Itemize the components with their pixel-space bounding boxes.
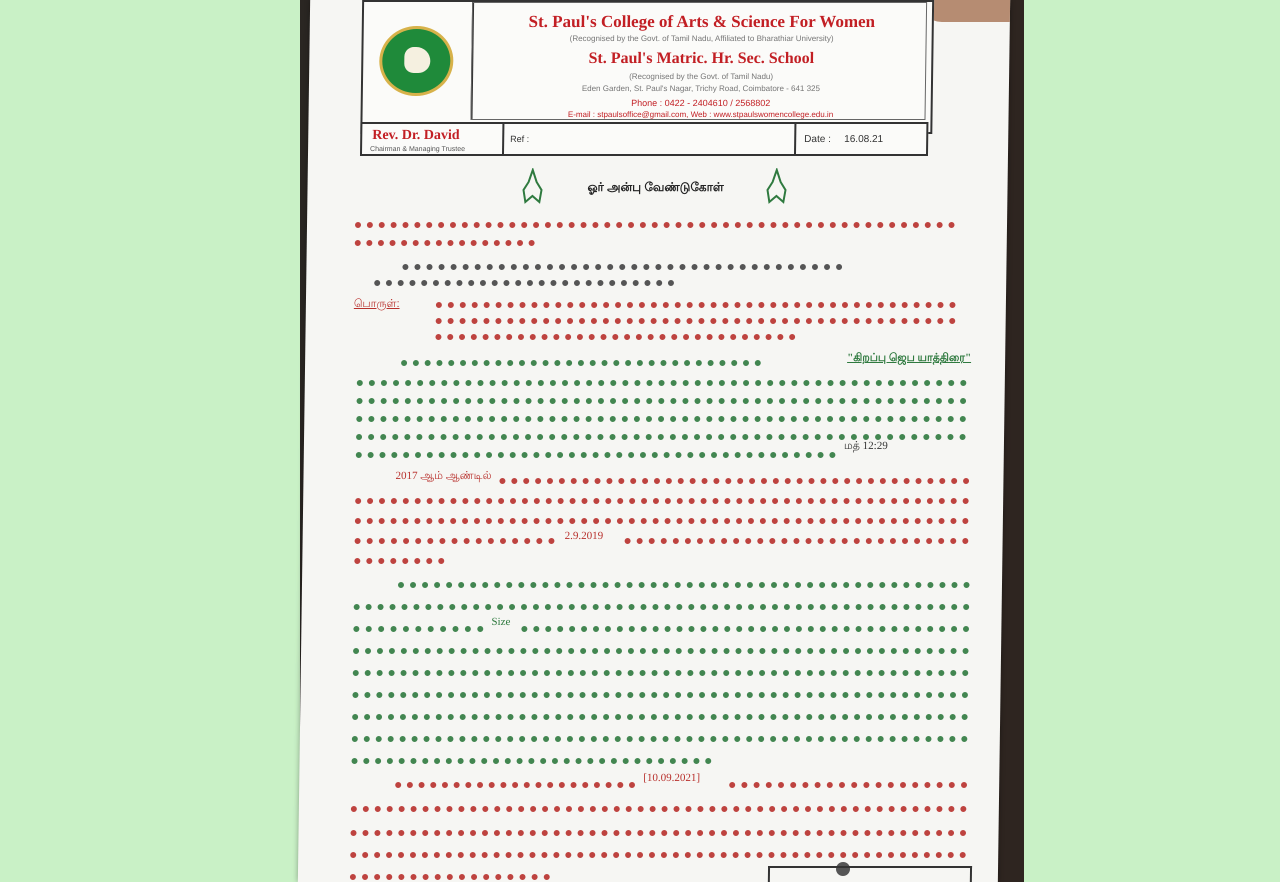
paragraph-3-line <box>351 758 711 764</box>
subject-label: பொருள்: <box>353 298 400 310</box>
reference-row <box>360 122 928 156</box>
paragraph-1-line <box>356 416 966 422</box>
letterhead <box>360 0 934 134</box>
paragraph-4-line <box>395 782 635 788</box>
subject-line <box>436 318 956 324</box>
praying-hands-icon <box>763 168 790 204</box>
address: Eden Garden, St. Paul's Nagar, Trichy Road, Coimbatore - 641 325 <box>581 84 821 93</box>
college-logo-icon <box>379 26 454 96</box>
signatory-name: Rev. Dr. David <box>372 128 460 143</box>
signatory-title: Chairman & Managing Trustee <box>370 146 466 153</box>
phone: Phone : 0422 - 2404610 / 2568802 <box>631 98 771 108</box>
paragraph-4-line <box>351 806 967 812</box>
paragraph-3-line <box>352 736 968 742</box>
college-recognition: (Recognised by the Govt. of Tamil Nadu, Affiliated to Bharathiar University) <box>569 34 834 43</box>
paragraph-4-line <box>350 852 966 858</box>
paragraph-3-line <box>353 670 969 676</box>
paragraph-4-line <box>350 830 966 836</box>
paragraph-1-line <box>356 452 836 458</box>
logo-box <box>362 2 474 120</box>
paragraph-3-line <box>352 692 968 698</box>
paragraph-3-line <box>398 582 970 588</box>
bottom-box <box>768 866 972 882</box>
school-recognition: (Recognised by the Govt. of Tamil Nadu) <box>629 72 774 81</box>
greeting-line <box>402 264 842 270</box>
paragraph-1-line <box>357 380 967 386</box>
paragraph-2-line <box>354 558 444 564</box>
date-2021: [10.09.2021] <box>643 772 701 784</box>
paragraph-3-line <box>353 626 483 632</box>
school-name: St. Paul's Matric. Hr. Sec. School <box>588 50 815 67</box>
size-word: Size <box>491 616 511 628</box>
college-name: St. Paul's College of Arts & Science For Women <box>528 12 876 31</box>
paragraph-2-line <box>355 538 555 544</box>
paragraph-3-line <box>354 604 970 610</box>
email: E-mail : stpaulsoffice@gmail.com, Web : www.stpaulswomencollege.edu.in <box>567 110 834 119</box>
paragraph-2-line <box>499 478 969 484</box>
date-2019: 2.9.2019 <box>564 530 604 542</box>
subject-line <box>435 334 795 340</box>
jebam-phrase: "கிறப்பு ஜெப யாத்திரை" <box>847 352 972 364</box>
letter-heading: ஓர் அன்பு வேண்டுகோள் <box>587 180 724 194</box>
salutation-line <box>355 240 535 246</box>
paragraph-1-line <box>401 360 761 366</box>
letter-paper <box>298 0 1010 882</box>
background-left <box>0 0 300 882</box>
greeting-line <box>374 280 674 286</box>
date-label: Date : <box>804 134 831 145</box>
paragraph-2-line <box>355 518 969 524</box>
praying-hands-icon <box>519 168 546 204</box>
paragraph-2-line <box>625 538 969 544</box>
paragraph-4-line <box>729 782 967 788</box>
date-divider <box>794 124 796 154</box>
paragraph-3-line <box>353 648 969 654</box>
ref-label: Ref : <box>510 134 530 144</box>
date-value: 16.08.21 <box>844 134 884 145</box>
paragraph-1-line <box>357 398 967 404</box>
salutation-line <box>355 222 955 228</box>
ref-divider <box>502 124 504 154</box>
year-2017: 2017 ஆம் ஆண்டில் <box>395 470 492 482</box>
paragraph-3-line <box>521 626 969 632</box>
gospel-reference: மத் 12:29 <box>843 440 888 452</box>
paragraph-2-line <box>355 498 969 504</box>
subject-line <box>436 302 956 308</box>
paragraph-4-line <box>350 874 550 880</box>
paragraph-3-line <box>352 714 968 720</box>
background-right <box>1024 0 1280 882</box>
